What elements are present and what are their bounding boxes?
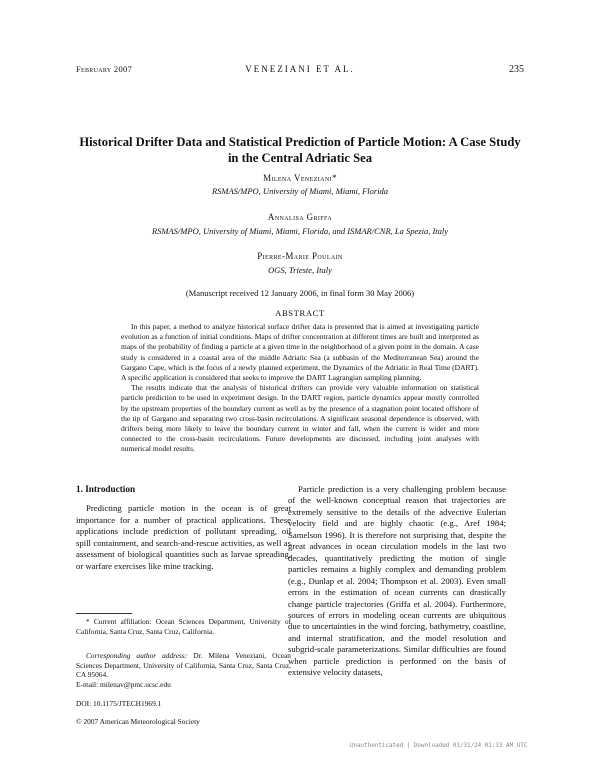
paper-title: Historical Drifter Data and Statistical Prediction of Particle Motion: A Case Study in the Central Adriatic Sea [79, 135, 521, 165]
author-name: Annalisa Griffa [267, 212, 333, 222]
author-name: Pierre-Marie Poulain [257, 251, 343, 261]
abstract-body [121, 322, 479, 455]
issue-date: February 2007 [76, 64, 133, 74]
footnote-rule [76, 613, 132, 614]
running-head [76, 64, 524, 76]
email: E-mail: milenav@pmc.ucsc.edu [76, 679, 171, 689]
copyright: © 2007 American Meteorological Society [76, 717, 200, 726]
running-authors: VENEZIANI ET AL. [245, 64, 355, 74]
footnote-affiliation: * Current affiliation: Ocean Sciences Department, University of California, Santa Cruz, Santa Cruz, California. [76, 617, 291, 636]
abstract-paragraph: In this paper, a method to analyze historical surface drifter data is presented that is aimed at investigating particle evolution as a function of initial conditions. Maps of drifter concentration at different times are built and interpreted as maps of the probability of finding a particle at a given time in the neighborhood of a given point in the domain. A case study is considered in a coastal area of the middle Adriatic Sea (a subbasin of the Mediterranean Sea) around the Gargano Cape, which is the focus of a newly planned experiment, the Dynamics of the Adriatic in Real Time (DART). A specific application is considered that seeks to improve the DART Lagrangian sampling planning. [121, 322, 479, 383]
section-heading: 1. Introduction [76, 484, 136, 494]
body-paragraph: Predicting particle motion in the ocean is of great importance for a number of practical applications. These applications include prediction of pollutant spreading, oil spill containment, and search-and-rescue activities, as well as assessment of biological quantities such as larvae spreading, or warfare exercises like mine tracking. [76, 503, 291, 571]
doi: DOI: 10.1175/JTECH1969.1 [76, 699, 162, 708]
manuscript-dates: (Manuscript received 12 January 2006, in final form 30 May 2006) [185, 288, 415, 298]
author-affiliation: RSMAS/MPO, University of Miami, Miami, Florida [211, 186, 389, 196]
author-affiliation: OGS, Trieste, Italy [268, 265, 332, 275]
download-stamp: Unauthenticated | Downloaded 03/31/24 01:33 AM UTC [350, 743, 528, 749]
author-affiliation: RSMAS/MPO, University of Miami, Miami, Florida, and ISMAR/CNR, La Spezia, Italy [151, 226, 449, 236]
left-column [76, 484, 291, 572]
corresponding-author [76, 651, 291, 689]
author-name: Milena Veneziani* [263, 173, 337, 183]
corresponding-label: Corresponding author address: [86, 651, 188, 660]
body-paragraph: Particle prediction is a very challenging problem because of the well-known conceptual reason that trajectories are extremely sensitive to the details of the advective Eulerian velocity field and are highly chaotic (e.g., Aref 1984; Samelson 1996). It is therefore not surprising that, despite the great advances in ocean circulation models in the last two decades, quantitatively predicting the motion of single particles remains a highly complex and demanding problem (e.g., Dunlap et al. 2004; Thompson et al. 2003). Even small errors in the estimation of ocean currents can drastically change particle trajectories (Griffa et al. 2004). Furthermore, sources of errors in modeling ocean currents are ubiquitous due to uncertainties in the wind forcing, bathymetry, coastline, and internal stratification, and the model resolution and subgrid-scale parameterizations. Similar difficulties are found when particle prediction is performed on the basis of extensive velocity datasets, [288, 484, 506, 678]
corresponding-address: Dr. Milena Veneziani, Ocean Sciences Department, University of California, Santa Cruz, Santa Cruz, CA 95064. [76, 651, 291, 680]
abstract-paragraph: The results indicate that the analysis of historical drifters can provide very valuable information on statistical particle prediction to be used in experiment design. In the DART region, particle dynamics appear mostly controlled by the upstream properties of the boundary current as well as by the presence of a stagnation point located offshore of the tip of Gargano and separating two cross-basin recirculations. A significant seasonal dependence is observed, with drifters being more likely to leave the boundary current in winter and fall, when the current is wider and more connected to the cross-basin recirculations. Future developments are discussed, including joint analyses with numerical model results. [121, 383, 479, 454]
right-column [288, 484, 506, 679]
abstract-heading: ABSTRACT [275, 308, 325, 318]
page-number: 235 [509, 64, 524, 75]
